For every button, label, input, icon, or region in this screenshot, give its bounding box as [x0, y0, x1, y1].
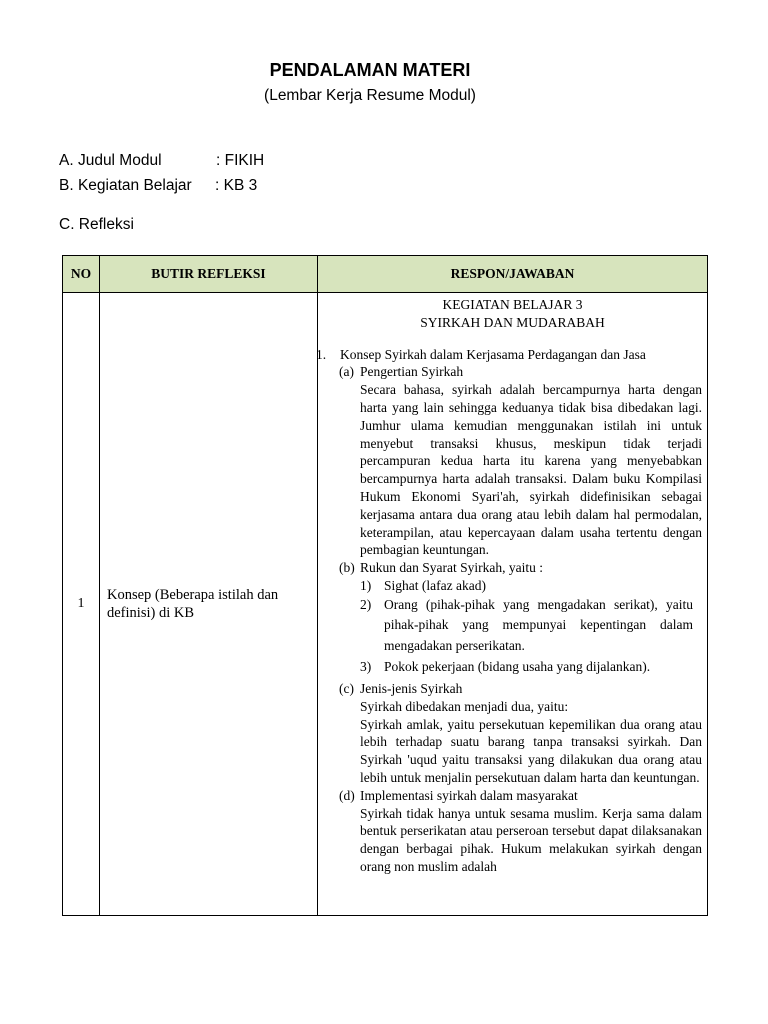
sub-item-title: Rukun dan Syarat Syirkah, yaitu : — [360, 560, 543, 576]
sub-item-marker: (a) — [339, 364, 354, 380]
header-butir-refleksi: BUTIR REFLEKSI — [100, 256, 318, 293]
page-title: PENDALAMAN MATERI — [269, 60, 471, 80]
jenis-intro: Syirkah dibedakan menjadi dua, yaitu: — [360, 698, 569, 714]
implementasi-paragraph: Syirkah tidak hanya untuk sesama muslim. Kerja sama dalam bentuk perserikatan atau perseroan tersebut dapat dilaksanakan dengan berbagai pihak. Hukum melakukan syirkah dengan orang non muslim adalah — [360, 805, 702, 875]
table-header-row — [63, 256, 708, 293]
jenis-paragraph: Syirkah amlak, yaitu persekutuan kepemilikan dua orang atau lebih terhadap suatu barang tanpa transaksi syirkah. Dan Syirkah 'uqud yaitu transaksi yang dilakukan dua orang atau lebih untuk menjalin persekutuan dalam harta dan keuntungan. — [360, 716, 702, 786]
judul-modul-label: A. Judul Modul — [59, 152, 162, 169]
kegiatan-belajar-label: B. Kegiatan Belajar — [59, 177, 192, 194]
judul-modul-row — [59, 152, 264, 170]
kegiatan-belajar-value: : KB 3 — [215, 177, 258, 194]
sub-item-c — [318, 680, 707, 698]
row-butir: Konsep (Beberapa istilah dan definisi) di KB — [100, 293, 318, 916]
pengertian-paragraph: Secara bahasa, syirkah adalah bercampurnya harta dengan harta yang lain sehingga keduanya tidak bisa dibedakan lagi. Jumhur ulama kemudian menggunakan istilah ini untuk menyebut transaksi khusus, meskipun tidak terjadi percampuran kedua harta itu karena yang menyebabkan bercampurnya harta adalah transaksi. Dalam buku Kompilasi Hukum Ekonomi Syari'ah, syirkah didefinisikan sebagai kerjasama antara dua orang atau lebih dalam hal permodalan, keterampilan, atau kepercayaan dalam usaha tertentu dengan pembagian keuntungan. — [360, 382, 702, 558]
rukun-item-2 — [318, 595, 707, 657]
sub-item-d — [318, 787, 707, 805]
rukun-marker: 3) — [360, 659, 372, 675]
rukun-text: Pokok pekerjaan (bidang usaha yang dijalankan). — [384, 659, 651, 675]
sub-item-title: Pengertian Syirkah — [360, 364, 464, 380]
sub-item-b — [318, 559, 707, 577]
sub-item-title: Jenis-jenis Syirkah — [360, 681, 463, 697]
list-item-1 — [318, 346, 707, 364]
rukun-item-3 — [318, 658, 707, 676]
page-subtitle: (Lembar Kerja Resume Modul) — [264, 87, 476, 104]
sub-item-a — [318, 363, 707, 381]
row-response — [318, 293, 708, 916]
refleksi-table — [62, 255, 708, 916]
kb-title: KEGIATAN BELAJAR 3 — [442, 297, 583, 312]
sub-item-marker: (c) — [339, 681, 354, 697]
list-number: 1. — [316, 346, 327, 362]
sub-item-title: Implementasi syirkah dalam masyarakat — [360, 787, 578, 803]
judul-modul-value: : FIKIH — [216, 152, 265, 169]
header-no: NO — [63, 256, 100, 293]
list-item-text: Konsep Syirkah dalam Kerjasama Perdagangan dan Jasa — [340, 346, 646, 362]
rukun-text: Sighat (lafaz akad) — [384, 577, 486, 593]
table-row — [63, 293, 708, 916]
kb-subtitle: SYIRKAH DAN MUDARABAH — [420, 314, 605, 330]
sub-item-marker: (b) — [339, 560, 355, 576]
header-respon-jawaban: RESPON/JAWABAN — [318, 256, 708, 293]
kb-heading — [318, 296, 707, 332]
rukun-item-1 — [318, 577, 707, 595]
row-number: 1 — [63, 293, 100, 916]
refleksi-heading: C. Refleksi — [59, 216, 134, 233]
kegiatan-belajar-row — [59, 177, 257, 195]
sub-item-marker: (d) — [339, 787, 355, 803]
rukun-text: Orang (pihak-pihak yang mengadakan serikat), yaitu pihak-pihak yang mempunyai kepentingan dalam mengadakan perserikatan. — [384, 596, 693, 653]
rukun-marker: 2) — [360, 596, 372, 612]
rukun-marker: 1) — [360, 577, 372, 593]
